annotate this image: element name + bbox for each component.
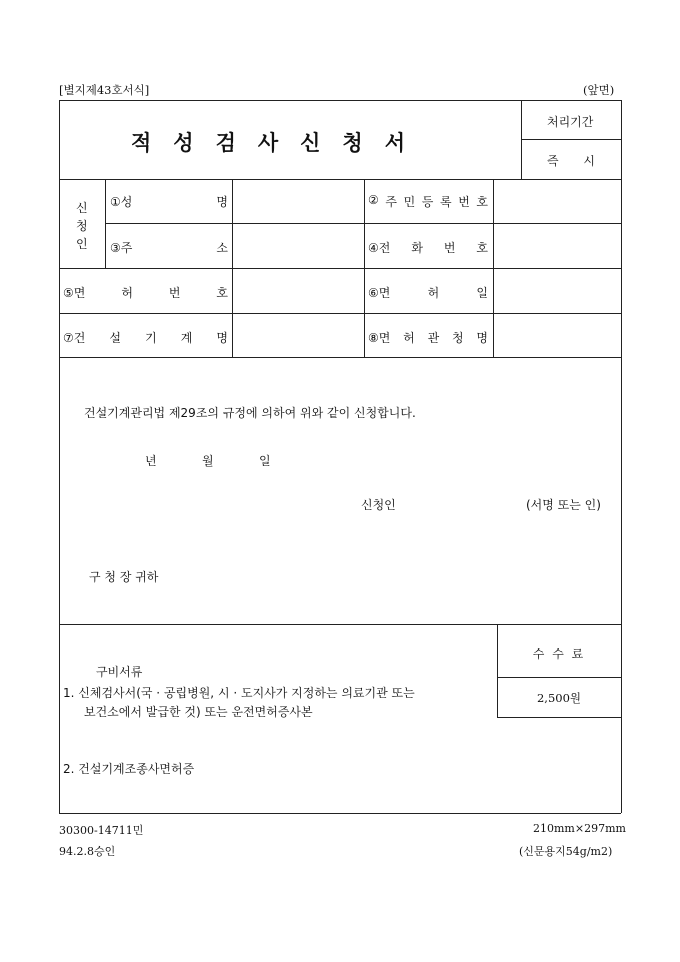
page-side-label: (앞면) xyxy=(583,83,615,97)
form-top-border xyxy=(59,100,621,101)
construction-machine-name-label: ⑦건 설 기 계 명 xyxy=(63,331,228,345)
name-input[interactable] xyxy=(236,186,364,218)
license-date-input[interactable] xyxy=(497,276,621,308)
recipient-label: 구 청 장 귀하 xyxy=(89,570,159,584)
required-document-2: 2. 건설기계조종사면허증 xyxy=(63,762,195,776)
phone-number-label: ④전 화 번 호 xyxy=(368,241,488,255)
signature-or-seal-note: (서명 또는 인) xyxy=(526,498,601,512)
form-bottom-border xyxy=(59,813,621,814)
licensing-office-input[interactable] xyxy=(497,321,621,353)
paper-type: (신문용지54g/m2) xyxy=(519,845,613,858)
resident-registration-number-input[interactable] xyxy=(497,186,621,218)
processing-period-label: 처리기간 xyxy=(547,115,594,129)
approval-date: 94.2.8승인 xyxy=(59,845,116,858)
form-right-border xyxy=(621,100,622,813)
phone-number-input[interactable] xyxy=(497,231,621,263)
fee-label: 수 수 료 xyxy=(532,647,586,661)
required-documents-heading: 구비서류 xyxy=(96,665,143,679)
license-number-input[interactable] xyxy=(236,276,364,308)
date-day-label: 일 xyxy=(259,454,271,468)
address-label: ③주 소 xyxy=(110,241,228,255)
applicant-signature-label: 신청인 xyxy=(361,498,396,512)
form-code: 30300-14711민 xyxy=(59,824,144,837)
fee-amount: 2,500원 xyxy=(536,691,582,705)
form-left-border xyxy=(59,100,60,813)
date-year-label: 년 xyxy=(145,454,157,468)
name-label: ①성 명 xyxy=(110,195,228,209)
license-date-label: ⑥면 허 일 xyxy=(368,286,488,300)
form-title: 적성검사신청서 xyxy=(131,130,428,155)
required-document-1-continued: 보건소에서 발급한 것) 또는 운전면허증사본 xyxy=(84,705,313,719)
paper-size: 210mm×297mm xyxy=(533,822,626,835)
application-statement: 건설기계관리법 제29조의 규정에 의하여 위와 같이 신청합니다. xyxy=(84,406,416,420)
processing-period-value: 즉 시 xyxy=(547,154,595,168)
construction-machine-name-input[interactable] xyxy=(236,321,364,353)
applicant-section-label: 신 청 인 xyxy=(76,201,88,251)
license-number-label: ⑤면 허 번 호 xyxy=(63,286,228,300)
form-number: [별지제43호서식] xyxy=(59,83,150,97)
required-document-1: 1. 신체검사서(국 · 공립병원, 시 · 도지사가 지정하는 의료기관 또는 xyxy=(63,686,415,700)
date-month-label: 월 xyxy=(202,454,214,468)
licensing-office-label: ⑧면 허 관 청 명 xyxy=(368,331,488,345)
resident-registration-number-label: ② 주 민 등 록 번 호 xyxy=(368,193,488,209)
address-input[interactable] xyxy=(236,231,364,263)
